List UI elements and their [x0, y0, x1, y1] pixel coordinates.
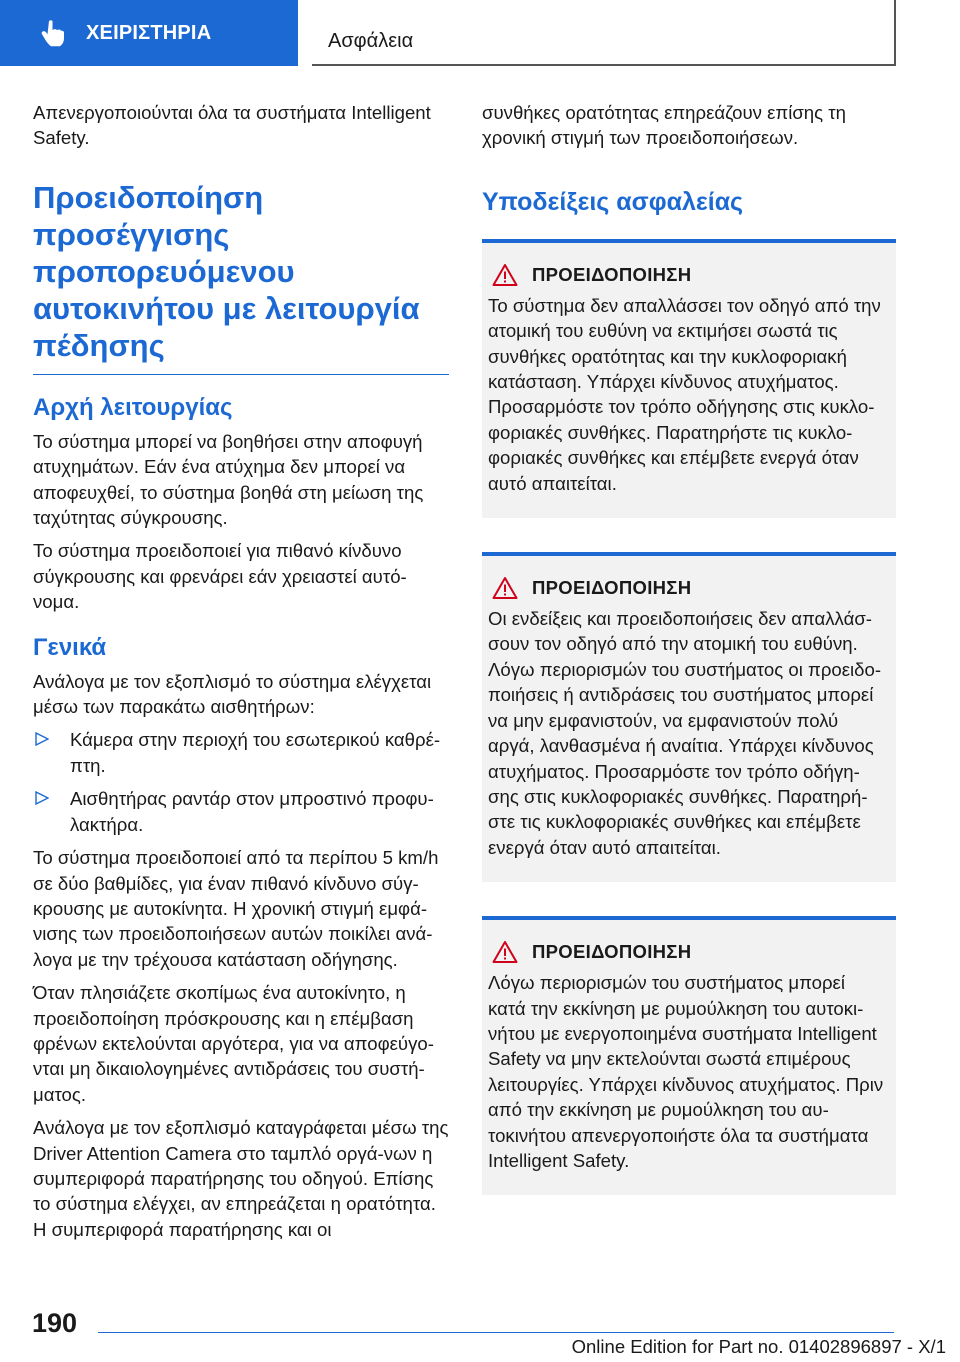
main-heading: Προειδοποίηση προσέγγισης προπορευόμενου αυτοκινήτου με λειτουργία πέδησης [33, 179, 420, 363]
warning-text: Οι ενδείξεις και προειδοποιήσεις δεν απαλλάσ-σουν τον οδηγό από την ατομική του ευθύνη. Λόγω περιορισμών του συστήματος οι προειδο-ποιήσεις ή αντιδράσεις του συστήματος μπορεί να μην εμφανιστούν, να εμφανιστούν πολύ αργά, λανθασμένα ή αναίτια. Υπάρχει κίνδυνος ατυχήματος. Προσαρμόστε τον τρόπο οδήγη-σης στις κυκλοφοριακές συνθήκες. Παρατηρή-στε τις κυκλοφοριακές συνθήκες και επέμβετε ενεργά όταν αυτό απαιτείται. [488, 608, 882, 858]
triangle-bullet-icon [35, 732, 49, 746]
page-footer [0, 1296, 960, 1362]
warning-title-text: ΠΡΟΕΙΔΟΠΟΙΗΣΗ [532, 577, 692, 599]
warning-title-text: ΠΡΟΕΙΔΟΠΟΙΗΣΗ [532, 941, 692, 963]
general-paragraph-1: Ανάλογα με τον εξοπλισμό το σύστημα ελέγχεται μέσω των παρακάτω αισθητήρων: [33, 670, 432, 718]
list-item-text: Αισθητήρας ραντάρ στον μπροστινό προφυ-λακτήρα. [70, 788, 434, 835]
section-label: Ασφάλεια [328, 30, 414, 52]
warning-triangle-icon [492, 576, 518, 600]
warning-title-text: ΠΡΟΕΙΔΟΠΟΙΗΣΗ [532, 263, 692, 285]
triangle-bullet-icon [35, 791, 49, 805]
general-paragraph-4: Ανάλογα με τον εξοπλισμό καταγράφεται μέσω της Driver Attention Camera στο ταμπλό οργά-νων η συμπεριφορά παρατήρησης του οδηγού. Επίσης το σύστημα ελέγχει, αν επηρεάζεται η ορατότητα. Η συμπεριφορά παρατήρησης και οι [33, 1117, 449, 1240]
warning-triangle-icon [492, 940, 518, 964]
principle-heading: Αρχή λειτουργίας [33, 393, 233, 421]
list-item [33, 727, 449, 778]
hand-pointer-icon [40, 19, 66, 47]
page-header [0, 0, 960, 66]
list-item-text: Κάμερα στην περιοχή του εσωτερικού καθρέ-πτη. [70, 729, 441, 776]
principle-paragraph-2: Το σύστημα προειδοποιεί για πιθανό κίνδυνο σύγκρουσης και φρενάρει εάν χρειαστεί αυτό-νομα. [33, 540, 407, 613]
safety-heading: Υποδείξεις ασφαλείας [482, 187, 744, 216]
footer-rule [98, 1332, 894, 1333]
warning-triangle-icon [492, 263, 518, 287]
right-column [482, 100, 896, 1229]
warning-title [492, 263, 886, 287]
warning-text: Λόγω περιορισμών του συστήματος μπορεί κατά την εκκίνηση με ρυμούλκηση του αυτοκι-νήτου με ενεργοποιημένα συστήματα Intelligent Safety να μην εκτελούνται σωστά επιμέρους λειτουργίες. Υπάρχει κίνδυνος ατυχήματος. Πριν από την εκκίνηση με ρυμούλκηση του αυ-τοκινήτου απενεργοποιήστε όλα τα συστήματα Intelligent Safety. [488, 972, 884, 1171]
general-heading: Γενικά [33, 633, 107, 661]
section-title-box [312, 0, 896, 66]
chapter-label: ΧΕΙΡΙΣΤΗΡΙΑ [86, 21, 212, 44]
continued-paragraph: συνθήκες ορατότητας επηρεάζουν επίσης τη χρονική στιγμή των προειδοποιήσεων. [482, 102, 846, 149]
edition-text: Online Edition for Part no. 01402896897 - X/1 [571, 1336, 946, 1357]
general-paragraph-3: Όταν πλησιάζετε σκοπίμως ένα αυτοκίνητο, η προειδοποίηση πρόσκρουσης και η επέμβαση φρένων εκτελούνται αργότερα, για να αποφεύγο-νται μη δικαιολογημένες αντιδράσεις του συστή-ματος. [33, 982, 434, 1105]
warning-box [482, 916, 896, 1195]
intro-paragraph: Απενεργοποιούνται όλα τα συστήματα Intelligent Safety. [33, 102, 431, 149]
page-number: 190 [32, 1308, 78, 1338]
warning-box [482, 239, 896, 518]
principle-paragraph-1: Το σύστημα μπορεί να βοηθήσει στην αποφυγή ατυχημάτων. Εάν ένα ατύχημα δεν μπορεί να αποφευχθεί, το σύστημα βοηθά στη μείωση της ταχύτητας σύγκρουσης. [33, 430, 424, 529]
left-column [33, 100, 449, 1250]
warning-box [482, 552, 896, 882]
heading-rule [33, 374, 449, 375]
general-paragraph-2: Το σύστημα προειδοποιεί από τα περίπου 5 km/h σε δύο βαθμίδες, για έναν πιθανό κίνδυνο σύγ-κρουσης με αυτοκίνητα. Η χρονική στιγμή εμφά-νισης των προειδοποιήσεων αυτών ποικίλει ανά-λογα με την τρέχουσα κατάσταση οδήγησης. [33, 847, 439, 970]
warning-title [492, 576, 886, 600]
list-item [33, 786, 449, 837]
sensor-list [33, 727, 449, 837]
chapter-tab[interactable] [0, 0, 298, 66]
warning-title [492, 940, 886, 964]
warning-text: Το σύστημα δεν απαλλάσσει τον οδηγό από την ατομική του ευθύνη να εκτιμήσει σωστά τις συνθήκες ορατότητας και την κυκλοφοριακή κατάσταση. Υπάρχει κίνδυνος ατυχήματος. Προσαρμόστε τον τρόπο οδήγησης στις κυκλο-φοριακές συνθήκες. Παρατηρήστε τις κυκλο-φοριακές συνθήκες και επέμβετε ενεργά όταν αυτό απαιτείται. [488, 294, 881, 494]
